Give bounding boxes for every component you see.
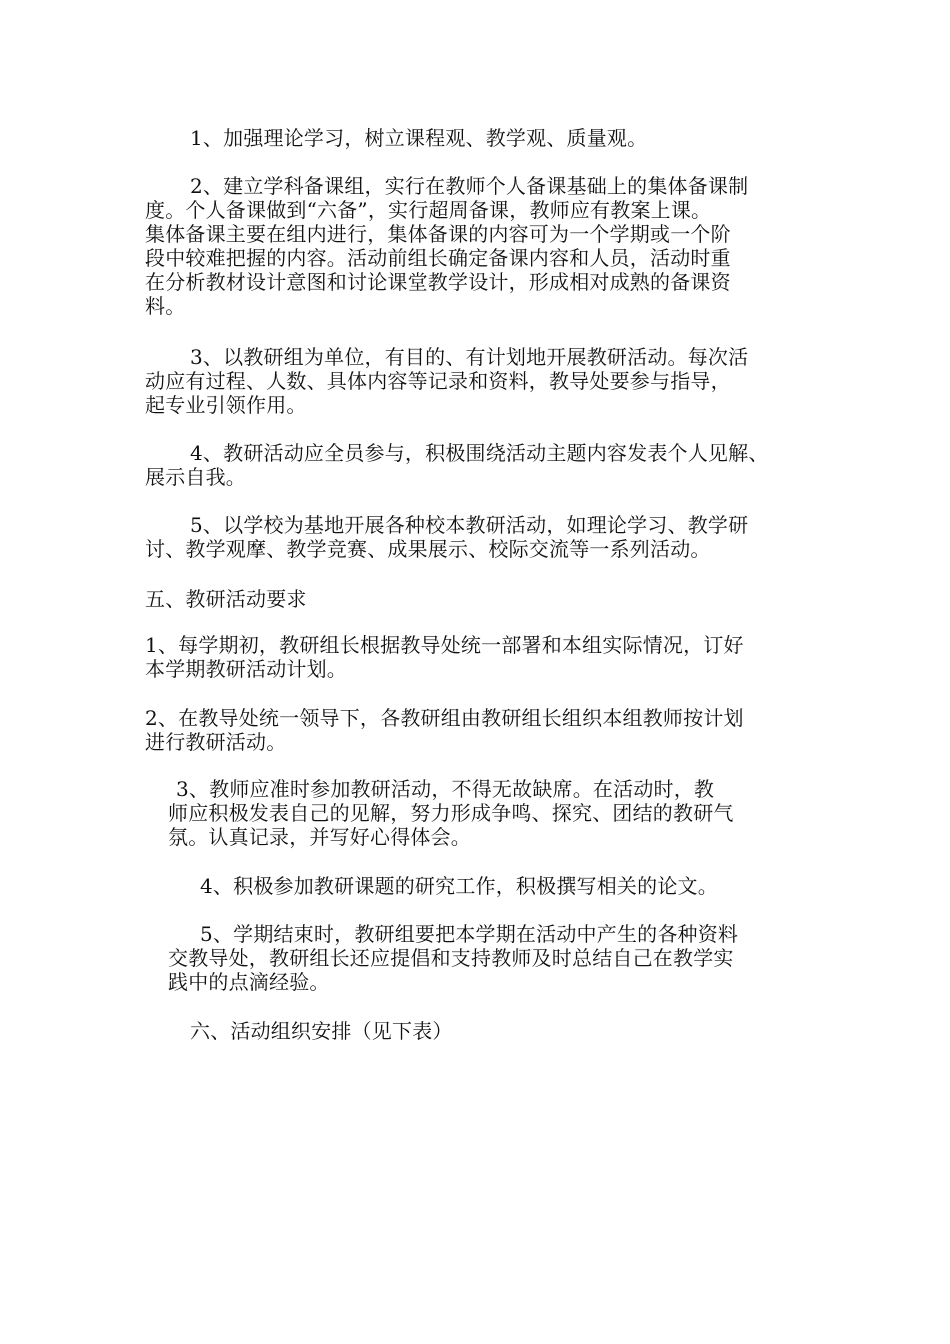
text-line: 度。个人备课做到“六备”，实行超周备课，教师应有教案上课。 (145, 198, 712, 222)
text-line: 六、活动组织安排（见下表） (190, 1019, 453, 1043)
text-line: 践中的点滴经验。 (168, 970, 330, 994)
text-line: 本学期教研活动计划。 (145, 657, 347, 681)
text-line: 集体备课主要在组内进行，集体备课的内容可为一个学期或一个阶 (145, 222, 731, 246)
text-line: 师应积极发表自己的见解，努力形成争鸣、探究、团结的教研气 (168, 801, 734, 825)
text-line: 4、教研活动应全员参与，积极围绕活动主题内容发表个人见解、 (190, 441, 769, 465)
requirement-2 (145, 706, 744, 754)
text-line: 进行教研活动。 (145, 730, 287, 754)
paragraph-3 (145, 345, 748, 417)
paragraph-4 (145, 441, 769, 489)
paragraph-1 (190, 126, 647, 150)
text-line: 1、每学期初，教研组长根据教导处统一部署和本组实际情况，订好 (145, 633, 744, 657)
text-line: 在分析教材设计意图和讨论课堂教学设计，形成相对成熟的备课资 (145, 270, 731, 294)
text-line: 五、教研活动要求 (145, 587, 307, 611)
text-line: 氛。认真记录，并写好心得体会。 (168, 825, 471, 849)
text-line: 5、学期结束时，教研组要把本学期在活动中产生的各种资料 (200, 922, 739, 946)
requirement-3 (168, 777, 734, 849)
text-line: 段中较难把握的内容。活动前组长确定备课内容和人员，活动时重 (145, 246, 731, 270)
text-line: 1、加强理论学习，树立课程观、教学观、质量观。 (190, 126, 648, 150)
requirement-5 (168, 922, 738, 994)
paragraph-5 (145, 513, 748, 561)
text-line: 交教导处，教研组长还应提倡和支持教师及时总结自己在教学实 (168, 946, 734, 970)
text-line: 2、建立学科备课组，实行在教师个人备课基础上的集体备课制 (190, 174, 749, 198)
text-line: 2、在教导处统一领导下，各教研组由教研组长组织本组教师按计划 (145, 706, 744, 730)
text-line: 料。 (145, 294, 186, 318)
text-line: 展示自我。 (145, 465, 246, 489)
text-line: 起专业引领作用。 (145, 393, 307, 417)
text-line: 4、积极参加教研课题的研究工作，积极撰写相关的论文。 (200, 874, 718, 898)
text-line: 讨、教学观摩、教学竞赛、成果展示、校际交流等一系列活动。 (145, 537, 711, 561)
paragraph-2 (145, 174, 748, 318)
text-line: 5、以学校为基地开展各种校本教研活动，如理论学习、教学研 (190, 513, 749, 537)
requirement-4 (200, 874, 718, 898)
section-heading-5 (145, 587, 307, 611)
text-line: 3、以教研组为单位，有目的、有计划地开展教研活动。每次活 (190, 345, 749, 369)
requirement-1 (145, 633, 744, 681)
text-line: 动应有过程、人数、具体内容等记录和资料，教导处要参与指导， (145, 369, 731, 393)
text-line: 3、教师应准时参加教研活动，不得无故缺席。在活动时，教 (176, 777, 715, 801)
section-heading-6 (190, 1019, 453, 1043)
